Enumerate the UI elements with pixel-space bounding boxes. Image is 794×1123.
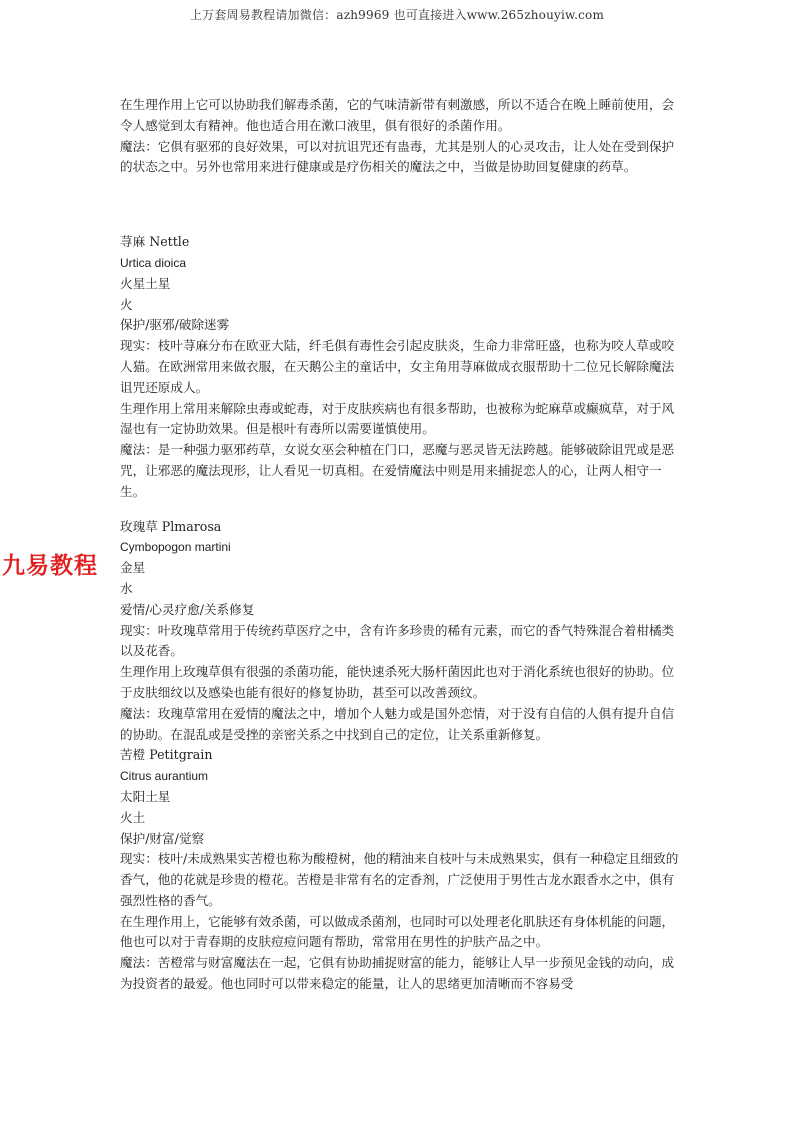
intro-paragraph: 魔法：它俱有驱邪的良好效果，可以对抗诅咒还有蛊毒，尤其是别人的心灵攻击，让人处在受到保护的状态之中。另外也常用来进行健康或是疗伤相关的魔法之中，当做是协助回复健康的药草。 xyxy=(120,138,675,175)
watermark-logo: 九易教程 xyxy=(2,553,98,579)
herb-physiology: 在生理作用上，它能够有效杀菌，可以做成杀菌剂，也同时可以处理老化肌肤还有身体机能的问题，他也可以对于青春期的皮肤痘痘问题有帮助，常常用在男性的护肤产品之中。 xyxy=(120,913,675,950)
herb-magic: 魔法：苦橙常与财富魔法在一起，它俱有协助捕捉财富的能力，能够让人早一步预见金钱的动向，成为投资者的最爱。他也同时可以带来稳定的能量，让人的思绪更加清晰而不容易受 xyxy=(120,955,675,992)
herb-reality: 现实：叶玫瑰草常用于传统药草医疗之中，含有许多珍贵的稀有元素，而它的香气特殊混合着柑橘类以及花香。 xyxy=(120,622,675,659)
herb-reality: 现实：枝叶/未成熟果实苦橙也称为酸橙树，他的精油来自枝叶与未成熟果实，俱有一种稳定且细致的香气，他的花就是珍贵的橙花。苦橙是非常有名的定香剂，广泛使用于男性古龙水跟香水之中，俱有强烈性格的香气。 xyxy=(120,851,679,908)
herb-planet: 太阳土星 xyxy=(120,788,171,804)
herb-name: 苦橙 Petitgrain xyxy=(120,747,213,763)
herb-planet: 火星土星 xyxy=(120,275,171,291)
herb-element: 水 xyxy=(120,580,133,596)
herb-latin-name: Urtica dioica xyxy=(120,255,187,270)
herb-magic: 魔法：玫瑰草常用在爱情的魔法之中，增加个人魅力或是国外恋情，对于没有自信的人俱有提升自信的协助。在混乱或是受挫的亲密关系之中找到自己的定位，让关系重新修复。 xyxy=(120,705,675,742)
herb-magic: 魔法：是一种强力驱邪药草，女说女巫会种植在门口，恶魔与恶灵皆无法跨越。能够破除诅咒或是恶咒，让邪恶的魔法现形，让人看见一切真相。在爱情魔法中则是用来捕捉恋人的心，让两人相守一生。 xyxy=(120,442,675,499)
herb-physiology: 生理作用上玫瑰草俱有很强的杀菌功能，能快速杀死大肠杆菌因此也对于消化系统也很好的协助。位于皮肤细纹以及感染也能有很好的修复协助，甚至可以改善颈纹。 xyxy=(120,664,675,700)
herb-latin-name: Citrus aurantium xyxy=(120,769,209,784)
herb-entry-palmarosa xyxy=(120,517,680,746)
intro-paragraph: 在生理作用上它可以协助我们解毒杀菌，它的气味清新带有刺激感，所以不适合在晚上睡前使用，会令人感觉到太有精神。他也适合用在漱口液里，俱有很好的杀菌作用。 xyxy=(120,97,675,133)
herb-name: 玫瑰草 Plmarosa xyxy=(120,518,222,534)
herb-name: 荨麻 Nettle xyxy=(120,234,190,250)
herb-entry-nettle xyxy=(120,232,680,502)
herb-uses: 保护/驱邪/破除迷雾 xyxy=(120,317,230,333)
herb-physiology: 生理作用上常用来解除虫毒或蛇毒，对于皮肤疾病也有很多帮助，也被称为蛇麻草或癫疯草，对于风湿也有一定协助效果。但是根叶有毒所以需要谨慎使用。 xyxy=(120,400,675,437)
herb-planet: 金星 xyxy=(120,560,146,576)
herb-latin-name: Cymbopogon martini xyxy=(120,540,231,555)
page-header: 上万套周易教程请加微信：azh9969 也可直接进入www.265zhouyiw.com xyxy=(189,8,605,22)
herb-element: 火 xyxy=(120,296,133,312)
herb-entry-petitgrain xyxy=(120,745,680,995)
herb-element: 火土 xyxy=(120,809,146,825)
herb-uses: 保护/财富/觉察 xyxy=(120,830,205,846)
document-body xyxy=(120,95,680,995)
herb-reality: 现实：枝叶荨麻分布在欧亚大陆，纤毛俱有毒性会引起皮肤炎，生命力非常旺盛，也称为咬人草或咬人猫。在欧洲常用来做衣服，在天鹅公主的童话中，女主角用荨麻做成衣服帮助十二位兄长解除魔法诅咒还原成人。 xyxy=(120,338,675,395)
herb-uses: 爱情/心灵疗愈/关系修复 xyxy=(120,601,255,617)
